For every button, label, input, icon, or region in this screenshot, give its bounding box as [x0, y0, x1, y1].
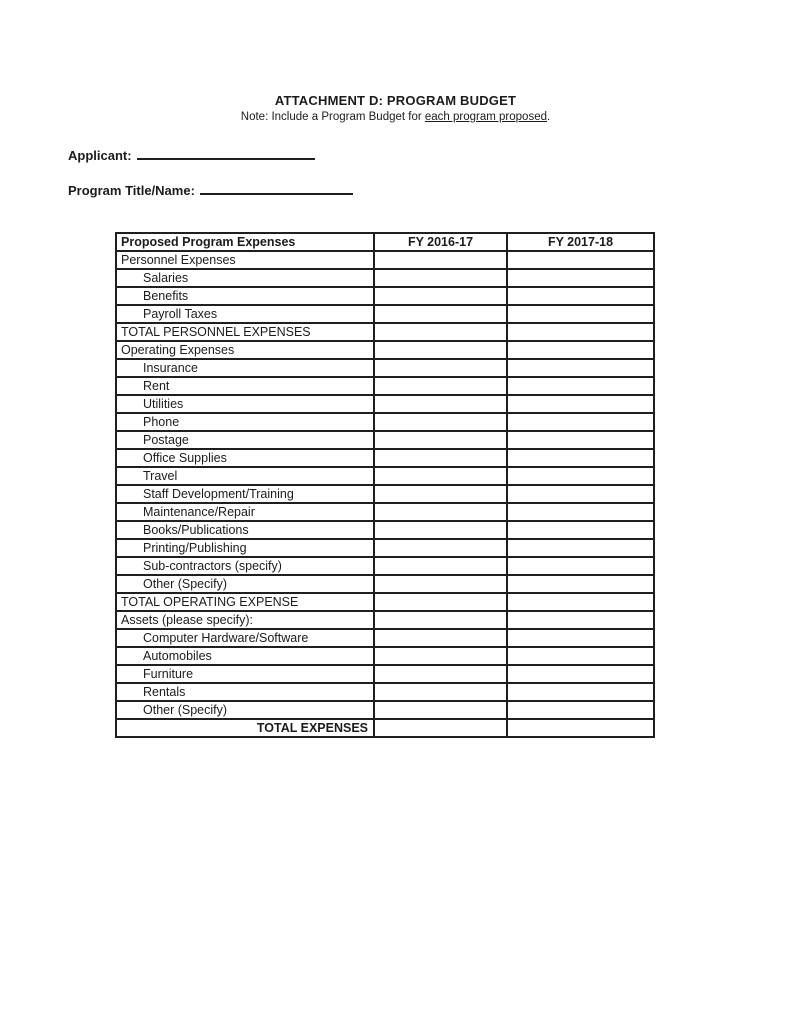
fy-2016-17-cell — [374, 431, 507, 449]
table-row — [116, 557, 654, 575]
expense-label: Personnel Expenses — [116, 251, 374, 269]
table-row — [116, 665, 654, 683]
fy-2017-18-cell — [507, 629, 654, 647]
expense-label: Maintenance/Repair — [116, 503, 374, 521]
expense-label: TOTAL EXPENSES — [116, 719, 374, 737]
fy-2016-17-cell — [374, 485, 507, 503]
fy-2017-18-cell — [507, 647, 654, 665]
table-row — [116, 629, 654, 647]
expense-label: Staff Development/Training — [116, 485, 374, 503]
page-title: ATTACHMENT D: PROGRAM BUDGET — [274, 93, 517, 108]
expense-label: Office Supplies — [116, 449, 374, 467]
fy-2017-18-cell — [507, 449, 654, 467]
expense-label: Salaries — [116, 269, 374, 287]
program-title-field — [68, 181, 353, 198]
fy-2017-18-cell — [507, 503, 654, 521]
fy-2016-17-cell — [374, 341, 507, 359]
fy-2017-18-cell — [507, 593, 654, 611]
fy-2017-18-cell — [507, 701, 654, 719]
table-row — [116, 341, 654, 359]
fy-2016-17-cell — [374, 467, 507, 485]
expense-label: Computer Hardware/Software — [116, 629, 374, 647]
program-title-label: Program Title/Name: — [68, 183, 195, 198]
fy-2017-18-cell — [507, 665, 654, 683]
fy-2017-18-cell — [507, 305, 654, 323]
column-header-proposed-program-expenses: Proposed Program Expenses — [116, 233, 374, 251]
fy-2017-18-cell — [507, 269, 654, 287]
table-row — [116, 287, 654, 305]
table-row — [116, 593, 654, 611]
table-row — [116, 539, 654, 557]
fy-2016-17-cell — [374, 539, 507, 557]
fy-2016-17-cell — [374, 611, 507, 629]
fy-2016-17-cell — [374, 557, 507, 575]
expense-label: Furniture — [116, 665, 374, 683]
fy-2016-17-cell — [374, 683, 507, 701]
fy-2017-18-cell — [507, 575, 654, 593]
table-header-row — [116, 233, 654, 251]
table-row — [116, 683, 654, 701]
fy-2017-18-cell — [507, 467, 654, 485]
expense-label: Sub-contractors (specify) — [116, 557, 374, 575]
fy-2017-18-cell — [507, 485, 654, 503]
expense-label: Phone — [116, 413, 374, 431]
expense-label: Benefits — [116, 287, 374, 305]
fy-2016-17-cell — [374, 521, 507, 539]
note-underlined-phrase: each program proposed — [424, 111, 547, 123]
table-row — [116, 575, 654, 593]
fy-2016-17-cell — [374, 395, 507, 413]
fy-2016-17-cell — [374, 377, 507, 395]
fy-2016-17-cell — [374, 305, 507, 323]
table-row — [116, 467, 654, 485]
fy-2017-18-cell — [507, 287, 654, 305]
expense-label: Other (Specify) — [116, 701, 374, 719]
expense-label: Books/Publications — [116, 521, 374, 539]
fy-2017-18-cell — [507, 683, 654, 701]
fy-2016-17-cell — [374, 647, 507, 665]
fy-2017-18-cell — [507, 377, 654, 395]
expense-label: Operating Expenses — [116, 341, 374, 359]
fy-2017-18-cell — [507, 557, 654, 575]
fy-2016-17-cell — [374, 251, 507, 269]
expense-label: TOTAL PERSONNEL EXPENSES — [116, 323, 374, 341]
table-row — [116, 251, 654, 269]
column-header-fy-2017-18: FY 2017-18 — [507, 233, 654, 251]
fy-2016-17-cell — [374, 629, 507, 647]
table-row — [116, 485, 654, 503]
table-row — [116, 503, 654, 521]
fy-2017-18-cell — [507, 323, 654, 341]
table-row — [116, 521, 654, 539]
expense-label: Payroll Taxes — [116, 305, 374, 323]
fy-2017-18-cell — [507, 251, 654, 269]
expense-label: Postage — [116, 431, 374, 449]
expense-label: Other (Specify) — [116, 575, 374, 593]
table-row — [116, 323, 654, 341]
fy-2016-17-cell — [374, 449, 507, 467]
table-row — [116, 359, 654, 377]
program-title-blank-line — [200, 181, 353, 195]
note-line — [0, 111, 791, 123]
table-row — [116, 647, 654, 665]
fy-2017-18-cell — [507, 341, 654, 359]
expense-label: Insurance — [116, 359, 374, 377]
program-budget-table — [115, 232, 655, 738]
fy-2017-18-cell — [507, 431, 654, 449]
fy-2016-17-cell — [374, 323, 507, 341]
expense-label: Automobiles — [116, 647, 374, 665]
applicant-blank-line — [137, 146, 315, 160]
table-row — [116, 377, 654, 395]
applicant-field — [68, 146, 315, 163]
note-suffix: . — [547, 111, 551, 123]
expense-label: TOTAL OPERATING EXPENSE — [116, 593, 374, 611]
table-row — [116, 395, 654, 413]
table-row — [116, 719, 654, 737]
expense-label: Assets (please specify): — [116, 611, 374, 629]
table-row — [116, 413, 654, 431]
fy-2016-17-cell — [374, 665, 507, 683]
fy-2016-17-cell — [374, 575, 507, 593]
note-prefix: Note: Include a Program Budget for — [240, 111, 425, 123]
expense-label: Rent — [116, 377, 374, 395]
applicant-label: Applicant: — [68, 148, 132, 163]
fy-2016-17-cell — [374, 413, 507, 431]
fy-2016-17-cell — [374, 359, 507, 377]
fy-2016-17-cell — [374, 269, 507, 287]
expense-label: Printing/Publishing — [116, 539, 374, 557]
fy-2017-18-cell — [507, 395, 654, 413]
fy-2016-17-cell — [374, 593, 507, 611]
table-row — [116, 701, 654, 719]
fy-2017-18-cell — [507, 359, 654, 377]
fy-2017-18-cell — [507, 611, 654, 629]
table-row — [116, 269, 654, 287]
fy-2017-18-cell — [507, 413, 654, 431]
fy-2016-17-cell — [374, 719, 507, 737]
fy-2017-18-cell — [507, 521, 654, 539]
table-row — [116, 305, 654, 323]
fy-2016-17-cell — [374, 287, 507, 305]
expense-label: Rentals — [116, 683, 374, 701]
fy-2017-18-cell — [507, 719, 654, 737]
fy-2016-17-cell — [374, 503, 507, 521]
column-header-fy-2016-17: FY 2016-17 — [374, 233, 507, 251]
table-row — [116, 611, 654, 629]
expense-label: Travel — [116, 467, 374, 485]
table-row — [116, 431, 654, 449]
expense-label: Utilities — [116, 395, 374, 413]
fy-2016-17-cell — [374, 701, 507, 719]
table-row — [116, 449, 654, 467]
fy-2017-18-cell — [507, 539, 654, 557]
